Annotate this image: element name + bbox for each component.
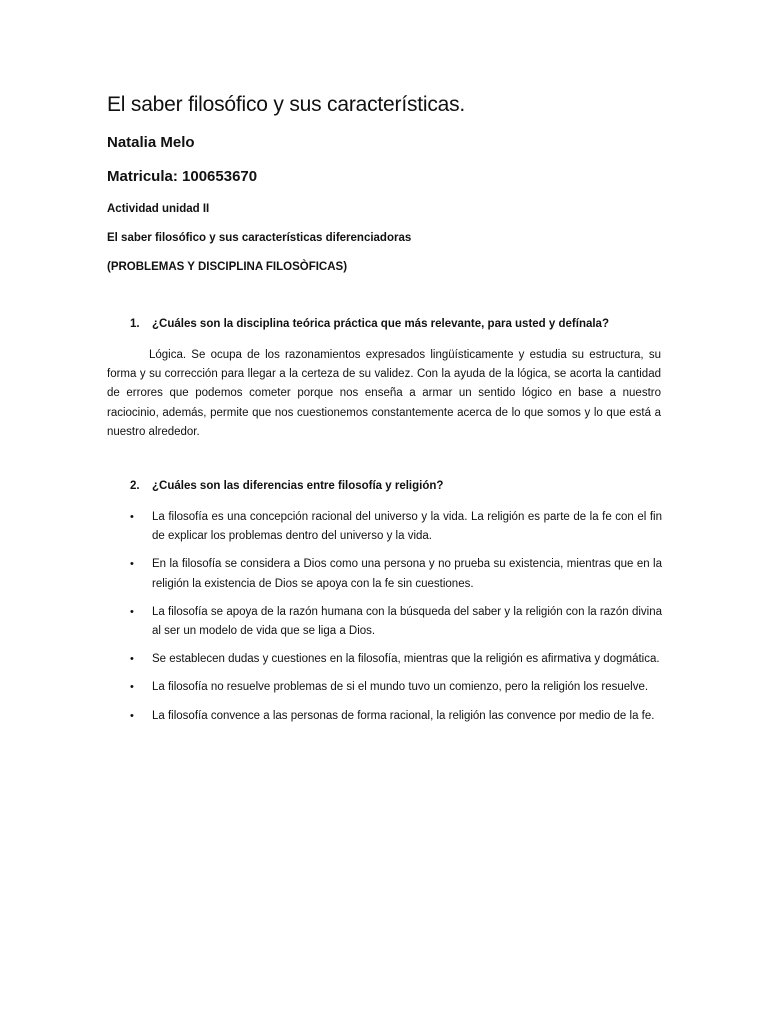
- document-title: El saber filosófico y sus características.: [107, 93, 466, 116]
- list-item-text: La filosofía se apoya de la razón humana con la búsqueda del saber y la religión con la razón divina al ser un modelo de vida que se liga a Dios.: [152, 605, 662, 638]
- list-item: [130, 508, 662, 546]
- document-subtitle: El saber filosófico y sus características diferenciadoras: [107, 232, 412, 244]
- list-item: [130, 555, 662, 593]
- author-name: Natalia Melo: [107, 134, 195, 151]
- answer-text: Lógica. Se ocupa de los razonamientos expresados lingüísticamente y estudia su estructura, su forma y su corrección para llegar a la certeza de su validez. Con la ayuda de la lógica, se acorta la cantidad de errores que podemos cometer porque nos enseña a armar un sentido lógico en base a nuestro raciocinio, además, permite que nos cuestionemos constantemente acerca de lo que somos y lo que está a nuestro alrededor.: [107, 349, 661, 438]
- list-item: [130, 678, 662, 697]
- list-item: [130, 650, 662, 669]
- answer-paragraph: [107, 346, 661, 442]
- activity-label: Actividad unidad II: [107, 203, 210, 215]
- question-text: ¿Cuáles son las diferencias entre filosofía y religión?: [152, 480, 444, 492]
- list-item: [130, 603, 662, 641]
- bullet-icon: •: [130, 558, 134, 571]
- list-item: [130, 707, 662, 726]
- list-item-text: En la filosofía se considera a Dios como una persona y no prueba su existencia, mientras que en la religión la existencia de Dios se apoya con la fe sin cuestiones.: [152, 558, 662, 590]
- question-number: 2.: [130, 480, 140, 492]
- bullet-icon: •: [130, 653, 134, 666]
- bullet-icon: •: [130, 681, 134, 694]
- list-item-text: La filosofía no resuelve problemas de si el mundo tuvo un comienzo, pero la religión los resuelve.: [152, 681, 649, 694]
- question-2: [130, 480, 443, 492]
- differences-list: [130, 508, 662, 735]
- list-item-text: Se establecen dudas y cuestiones en la filosofía, mientras que la religión es afirmativa y dogmática.: [152, 653, 660, 666]
- question-number: 1.: [130, 318, 140, 330]
- list-item-text: La filosofía es una concepción racional del universo y la vida. La religión es parte de la fe con el fin de explicar los problemas dentro del universo y la vida.: [152, 511, 662, 543]
- bullet-icon: •: [130, 511, 134, 523]
- list-item-text: La filosofía convence a las personas de forma racional, la religión las convence por medio de la fe.: [152, 709, 655, 722]
- question-1: [130, 318, 609, 330]
- question-text: ¿Cuáles son la disciplina teórica práctica que más relevante, para usted y defínala?: [152, 318, 609, 330]
- matricula-line: Matricula: 100653670: [107, 168, 258, 185]
- section-heading: (PROBLEMAS Y DISCIPLINA FILOSÒFICAS): [107, 261, 348, 273]
- bullet-icon: •: [130, 605, 134, 618]
- bullet-icon: •: [130, 709, 134, 722]
